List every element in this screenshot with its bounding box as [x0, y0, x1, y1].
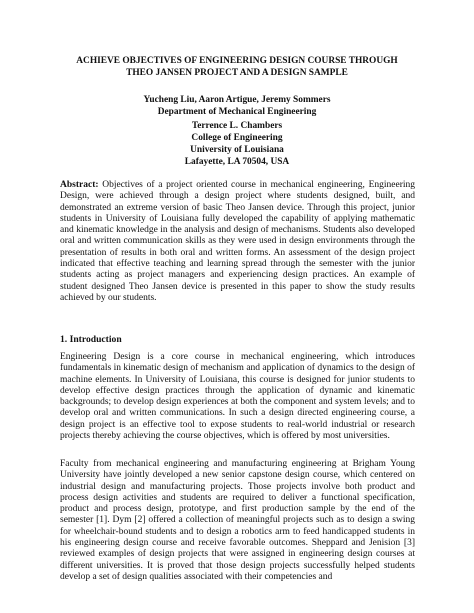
author-names-2: Terrence L. Chambers [191, 121, 283, 131]
title-line-2: THEO JANSEN PROJECT AND A DESIGN SAMPLE [126, 68, 348, 78]
author-college: College of Engineering [191, 133, 283, 143]
author-names-1: Yucheng Liu, Aaron Artigue, Jeremy Sommers [143, 95, 331, 105]
author-group-1 [60, 94, 414, 118]
author-group-2 [60, 120, 414, 144]
abstract [60, 180, 415, 304]
intro-paragraph-1: Engineering Design is a core course in mechanical engineering, which introduces fundamentals in kinematic design of mechanism and application of dynamics to the design of machine elements. In University of Louisiana, this course is designed for junior students to develop effective design practices through the application of dynamic and kinematic backgrounds; to develop design experiences at both the component and system levels; and to develop oral and written communications. In such a design directed engineering course, a design project is an effective tool to expose students to real-world industrial or research projects thereby achieving the course objectives, which is offered by most universities. [60, 352, 415, 442]
author-department: Department of Mechanical Engineering [157, 107, 317, 117]
affiliation [60, 144, 414, 168]
title-line-1: ACHIEVE OBJECTIVES OF ENGINEERING DESIGN COURSE THROUGH [76, 56, 398, 66]
university-location: Lafayette, LA 70504, USA [184, 157, 290, 167]
intro-paragraph-2: Faculty from mechanical engineering and manufacturing engineering at Brigham Young University have jointly developed a new senior capstone design course, which centered on industrial design and manufacturing projects. Those projects involve both product and process design activities and students are required to deliver a functional specification, product and process design, prototype, and first production sample by the end of the semester [1]. Dym [2] offered a collection of meaningful projects such as to design a swing for wheelchair-bound students and to design a robotics arm to feed handicapped students in his engineering design course and receive favorable outcomes. Sheppard and Jenision [3] reviewed examples of design projects that were assigned in engineering design courses at different universities. It is proved that those design projects successfully helped students develop a set of design qualities associated with their competencies and [60, 459, 415, 582]
university-name: University of Louisiana [190, 145, 284, 155]
paper-title [60, 55, 414, 79]
abstract-label: Abstract: [60, 180, 99, 190]
section-heading-introduction: 1. Introduction [60, 334, 122, 345]
abstract-text: Objectives of a project oriented course in mechanical engineering, Engineering Design, were achieved through a design project where students designed, built, and demonstrated an extreme version of basic Theo Jansen device. Through this project, junior students in University of Louisiana fully developed the capability of applying mathematic and kinematic knowledge in the analysis and design of mechanisms. Students also developed oral and written communication skills as they were used in design environments through the presentation of results in both oral and written forms. An assessment of the design project indicated that effective teaching and learning spread through the semester with the junior students acting as project managers and experiencing design practices. An example of student designed Theo Jansen device is presented in this paper to show the study results achieved by our students. [60, 180, 415, 303]
